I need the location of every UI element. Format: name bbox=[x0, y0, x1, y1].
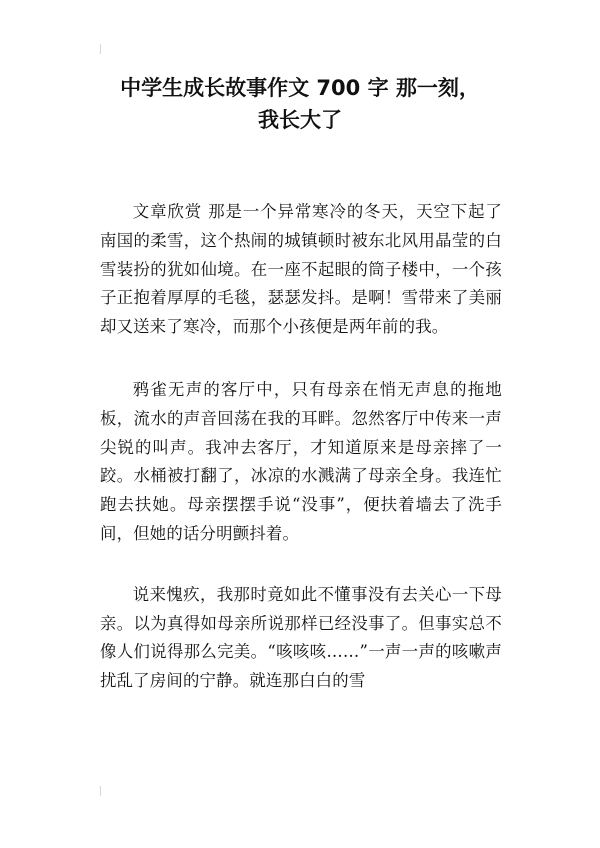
title-line-2: 我长大了 bbox=[258, 108, 342, 132]
title-line-1: 中学生成长故事作文 700 字 那一刻， bbox=[120, 76, 480, 100]
paragraph-1: 文章欣赏 那是一个异常寒冷的冬天，天空下起了南国的柔雪，这个热闹的城镇顿时被东北风用晶莹的白雪装扮的犹如仙境。在一座不起眼的筒子楼中，一个孩子正抱着厚厚的毛毯，瑟瑟发抖。是啊！雪带来了美丽却又送来了寒冷，而那个小孩便是两年前的我。 bbox=[100, 202, 502, 337]
page-corner-mark-top bbox=[100, 44, 101, 54]
page-corner-mark-bottom bbox=[100, 786, 101, 796]
paragraph-3: 说来愧疚，我那时竟如此不懂事没有去关心一下母亲。以为真得如母亲所说那样已经没事了。但事实总不像人们说得那么完美。“咳咳咳……”一声一声的咳嗽声扰乱了房间的宁静。就连那白白的雪 bbox=[100, 584, 502, 691]
article-body bbox=[100, 198, 502, 726]
paragraph-2: 鸦雀无声的客厅中，只有母亲在悄无声息的拖地板，流水的声音回荡在我的耳畔。忽然客厅中传来一声尖锐的叫声。我冲去客厅，才知道原来是母亲摔了一跤。水桶被打翻了，冰凉的水溅满了母亲全身。我连忙跑去扶她。母亲摆摆手说“没事”，便扶着墙去了洗手间，但她的话分明颤抖着。 bbox=[100, 379, 502, 543]
document-title bbox=[60, 72, 540, 136]
